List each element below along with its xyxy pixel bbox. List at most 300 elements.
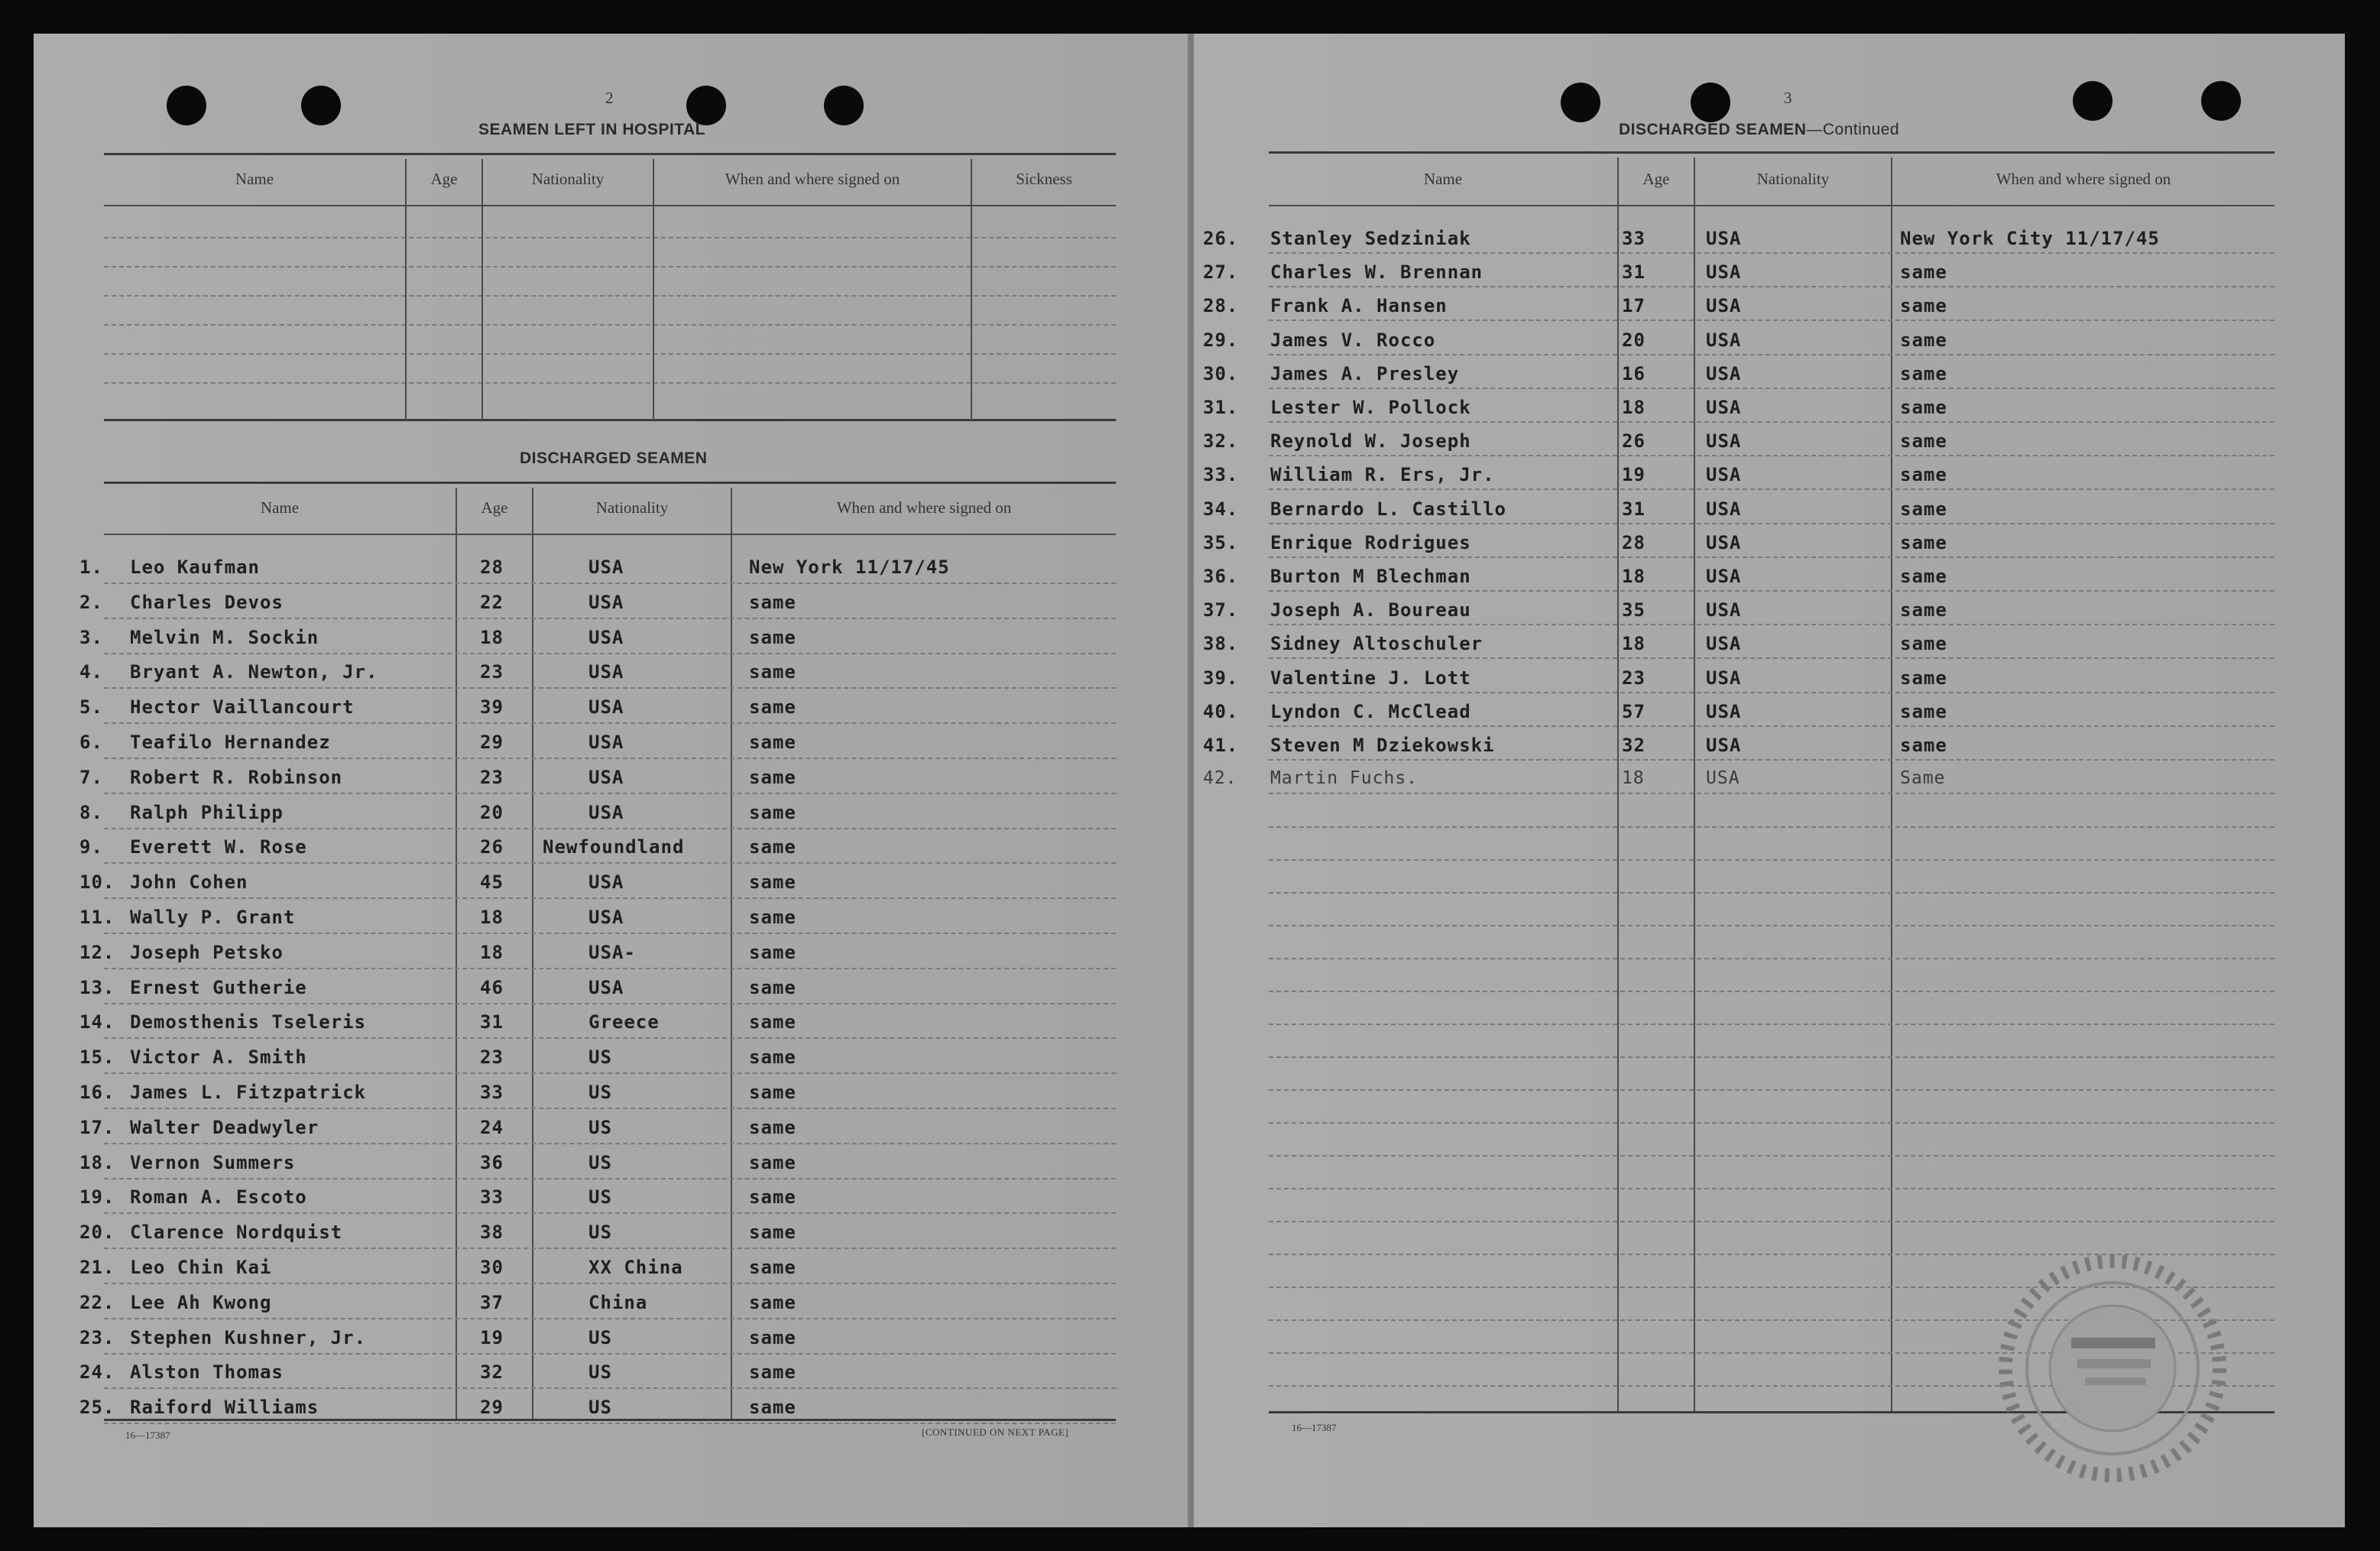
blank-line [1269, 892, 2275, 894]
punch-hole [301, 86, 341, 125]
row-line [1269, 354, 2275, 355]
discharged-col-name: Name [260, 498, 300, 517]
seaman-nationality: XX China [589, 1257, 683, 1278]
seaman-age: 28 [480, 556, 504, 578]
seaman-nationality: USA [589, 732, 624, 753]
seaman-name: Lee Ah Kwong [130, 1292, 272, 1313]
seaman-age: 45 [480, 871, 504, 893]
discharged-section-title: DISCHARGED SEAMEN [520, 449, 708, 467]
hospital-row-line [104, 353, 1116, 355]
signed-on: same [1900, 397, 1947, 418]
row-number: 17. [79, 1117, 115, 1138]
seaman-age: 46 [480, 977, 504, 998]
punch-hole [2073, 81, 2112, 121]
signed-on: same [1900, 667, 1947, 689]
seaman-age: 29 [480, 732, 504, 753]
row-line [104, 653, 1116, 654]
seaman-nationality: Greece [589, 1011, 660, 1033]
seaman-nationality: US [589, 1397, 612, 1418]
hospital-row-line [104, 237, 1116, 238]
row-line [1269, 523, 2275, 524]
row-line [1269, 488, 2275, 490]
seaman-name: Leo Chin Kai [130, 1257, 272, 1278]
seaman-nationality: USA [589, 802, 624, 823]
row-number: 6. [79, 732, 103, 753]
seaman-nationality: USA [1706, 566, 1742, 587]
seaman-nationality: USA [1706, 633, 1742, 654]
seaman-age: 20 [1622, 329, 1646, 351]
seaman-name: Alston Thomas [130, 1361, 284, 1383]
seaman-nationality: USA [589, 556, 624, 578]
row-number: 34. [1203, 498, 1239, 520]
row-number: 5. [79, 696, 103, 718]
seaman-age: 18 [480, 942, 504, 963]
seaman-age: 23 [480, 767, 504, 788]
punch-hole [1561, 83, 1600, 122]
signed-on: same [1900, 464, 1947, 485]
seaman-nationality: USA [1706, 464, 1742, 485]
seaman-name: Stanley Sedziniak [1270, 228, 1471, 249]
seaman-age: 33 [1622, 228, 1646, 249]
right-header-rule [1269, 205, 2275, 206]
seaman-name: Martin Fuchs. [1270, 768, 1419, 788]
row-number: 14. [79, 1011, 115, 1033]
signed-on: same [749, 1292, 796, 1313]
signed-on: same [1900, 532, 1947, 553]
seaman-name: Charles Devos [130, 592, 284, 613]
row-number: 1. [79, 556, 103, 578]
seaman-nationality: USA [1706, 363, 1742, 385]
row-number: 23. [79, 1327, 115, 1348]
seaman-name: Clarence Nordquist [130, 1222, 343, 1243]
seaman-age: 30 [480, 1257, 504, 1278]
seaman-nationality: USA [589, 661, 624, 683]
signed-on: same [749, 1117, 796, 1138]
seaman-name: Melvin M. Sockin [130, 627, 319, 648]
seaman-age: 18 [1622, 397, 1646, 418]
blank-line [1269, 958, 2275, 959]
row-number: 11. [79, 907, 115, 928]
row-number: 25. [79, 1397, 115, 1418]
row-number: 30. [1203, 363, 1239, 385]
row-number: 42. [1203, 768, 1237, 788]
row-number: 4. [79, 661, 103, 683]
signed-on: same [749, 661, 796, 683]
row-number: 12. [79, 942, 115, 963]
hospital-col-divider [971, 159, 972, 420]
row-number: 40. [1203, 701, 1239, 722]
row-line [1269, 388, 2275, 389]
seaman-nationality: USA [1706, 397, 1742, 418]
seaman-name: Joseph A. Boureau [1270, 599, 1471, 621]
signed-on: same [749, 1011, 796, 1033]
blank-line [1269, 826, 2275, 828]
form-number: 16—17387 [1292, 1422, 1337, 1433]
right-table-top-rule [1269, 151, 2275, 154]
seaman-age: 24 [480, 1117, 504, 1138]
seaman-age: 23 [480, 661, 504, 683]
row-line [1269, 252, 2275, 254]
hospital-col-nationality: Nationality [531, 170, 605, 188]
seaman-name: William R. Ers, Jr. [1270, 464, 1495, 485]
seaman-nationality: USA [589, 871, 624, 893]
right-col-nationality: Nationality [1756, 170, 1830, 188]
seaman-age: 19 [1622, 464, 1646, 485]
row-line [104, 1387, 1116, 1389]
seaman-name: Victor A. Smith [130, 1046, 307, 1068]
signed-on: New York 11/17/45 [749, 556, 950, 578]
signed-on: same [749, 1046, 796, 1068]
signed-on: same [749, 1397, 796, 1418]
row-line [104, 897, 1116, 899]
seaman-nationality: USA [1706, 498, 1742, 520]
row-line [1269, 692, 2275, 693]
signed-on: same [749, 907, 796, 928]
discharged-col-divider [731, 488, 732, 1419]
row-line [104, 1248, 1116, 1249]
signed-on: same [1900, 498, 1947, 520]
signed-on: same [1900, 599, 1947, 621]
seaman-age: 32 [1622, 735, 1646, 756]
seaman-nationality: USA [1706, 599, 1742, 621]
seaman-name: Roman A. Escoto [130, 1186, 307, 1208]
right-col-divider [1694, 157, 1695, 1413]
seaman-age: 18 [1622, 566, 1646, 587]
blank-line [1269, 1155, 2275, 1157]
discharged-continued-title [1619, 121, 1899, 139]
hospital-col-signed: When and where signed on [725, 170, 900, 188]
seaman-name: Ernest Gutherie [130, 977, 307, 998]
row-line [104, 618, 1116, 619]
page-number: 2 [605, 89, 614, 107]
seaman-age: 18 [480, 627, 504, 648]
discharged-col-age: Age [481, 498, 508, 517]
row-number: 33. [1203, 464, 1239, 485]
seaman-name: James A. Presley [1270, 363, 1460, 385]
right-col-age: Age [1642, 170, 1670, 188]
hospital-col-divider [482, 159, 483, 420]
seaman-nationality: USA [589, 907, 624, 928]
seaman-age: 33 [480, 1082, 504, 1103]
row-number: 22. [79, 1292, 115, 1313]
seaman-name: Stephen Kushner, Jr. [130, 1327, 366, 1348]
row-number: 41. [1203, 735, 1239, 756]
row-line [1269, 421, 2275, 423]
discharged-table-bottom-rule [104, 1419, 1116, 1421]
seaman-age: 22 [480, 592, 504, 613]
row-number: 10. [79, 871, 115, 893]
row-line [1269, 759, 2275, 761]
seaman-age: 18 [1622, 633, 1646, 654]
signed-on: same [1900, 701, 1947, 722]
row-line [104, 1072, 1116, 1074]
seaman-age: 37 [480, 1292, 504, 1313]
blank-line [1269, 1056, 2275, 1058]
row-line [104, 722, 1116, 724]
page-number: 3 [1784, 89, 1792, 107]
hospital-table-bottom-rule [104, 419, 1116, 421]
signed-on: same [749, 1222, 796, 1243]
hospital-col-divider [653, 159, 654, 420]
discharged-col-signed: When and where signed on [836, 498, 1012, 517]
row-line [1269, 657, 2275, 659]
signed-on: same [1900, 735, 1947, 756]
seaman-name: Joseph Petsko [130, 942, 284, 963]
row-number: 32. [1203, 430, 1239, 452]
hospital-table-top-rule [104, 153, 1116, 155]
seaman-nationality: US [589, 1152, 612, 1173]
seaman-age: 26 [1622, 430, 1646, 452]
signed-on: same [749, 836, 796, 858]
seaman-nationality: USA [1706, 701, 1742, 722]
signed-on: same [1900, 295, 1947, 316]
hospital-col-sickness: Sickness [1016, 170, 1072, 188]
seaman-age: 31 [1622, 498, 1646, 520]
hospital-row-line [104, 295, 1116, 297]
row-number: 37. [1203, 599, 1239, 621]
signed-on: same [749, 696, 796, 718]
seaman-age: 19 [480, 1327, 504, 1348]
seaman-age: 17 [1622, 295, 1646, 316]
blank-line [1269, 991, 2275, 992]
seaman-name: Reynold W. Joseph [1270, 430, 1471, 452]
discharged-col-nationality: Nationality [595, 498, 669, 517]
seaman-nationality: USA [1706, 295, 1742, 316]
row-number: 16. [79, 1082, 115, 1103]
seaman-name: Valentine J. Lott [1270, 667, 1471, 689]
discharged-header-rule [104, 534, 1116, 535]
seaman-nationality: USA- [589, 942, 636, 963]
seaman-age: 29 [480, 1397, 504, 1418]
seaman-name: Wally P. Grant [130, 907, 296, 928]
seaman-nationality: US [589, 1082, 612, 1103]
right-col-divider [1891, 157, 1892, 1413]
page-fold [1188, 34, 1194, 1527]
signed-on: same [749, 592, 796, 613]
seaman-nationality: USA [1706, 261, 1742, 283]
seaman-age: 18 [1622, 768, 1645, 788]
row-number: 8. [79, 802, 103, 823]
seaman-nationality: USA [589, 592, 624, 613]
row-number: 19. [79, 1186, 115, 1208]
blank-line [1269, 1089, 2275, 1091]
seaman-name: Burton M Blechman [1270, 566, 1471, 587]
seaman-name: Charles W. Brennan [1270, 261, 1483, 283]
blank-line [1269, 925, 2275, 926]
signed-on: same [749, 732, 796, 753]
signed-on: same [1900, 633, 1947, 654]
row-line [104, 828, 1116, 829]
blank-line [1269, 1221, 2275, 1222]
seaman-age: 23 [480, 1046, 504, 1068]
row-number: 31. [1203, 397, 1239, 418]
seaman-age: 31 [1622, 261, 1646, 283]
form-number: 16—17387 [125, 1429, 170, 1441]
punch-hole [824, 86, 864, 125]
seaman-nationality: USA [1706, 532, 1742, 553]
hospital-row-line [104, 382, 1116, 384]
signed-on: same [749, 871, 796, 893]
seaman-name: Frank A. Hansen [1270, 295, 1448, 316]
seaman-age: 33 [480, 1186, 504, 1208]
row-number: 2. [79, 592, 103, 613]
blank-line [1269, 1024, 2275, 1025]
punch-hole [167, 86, 206, 125]
seaman-age: 18 [480, 907, 504, 928]
hospital-col-divider [405, 159, 407, 420]
discharged-table-top-rule [104, 482, 1116, 484]
hospital-row-line [104, 266, 1116, 268]
circular-stamp [1998, 1254, 2227, 1483]
row-number: 28. [1203, 295, 1239, 316]
row-line [104, 1318, 1116, 1319]
row-number: 27. [1203, 261, 1239, 283]
signed-on: same [749, 1186, 796, 1208]
signed-on: same [749, 627, 796, 648]
row-number: 9. [79, 836, 103, 858]
hospital-section-title: SEAMEN LEFT IN HOSPITAL [478, 121, 705, 138]
signed-on: same [749, 767, 796, 788]
continued-note: [CONTINUED ON NEXT PAGE] [922, 1426, 1069, 1438]
row-number: 13. [79, 977, 115, 998]
row-number: 20. [79, 1222, 115, 1243]
seaman-nationality: Newfoundland [543, 836, 685, 858]
seaman-name: Lester W. Pollock [1270, 397, 1471, 418]
seaman-nationality: USA [1706, 228, 1742, 249]
seaman-name: Ralph Philipp [130, 802, 284, 823]
seaman-age: 35 [1622, 599, 1646, 621]
seaman-name: Bryant A. Newton, Jr. [130, 661, 378, 683]
signed-on: same [749, 1152, 796, 1173]
seaman-nationality: US [589, 1046, 612, 1068]
seaman-name: Vernon Summers [130, 1152, 296, 1173]
seaman-nationality: US [589, 1361, 612, 1383]
hospital-col-age: Age [430, 170, 458, 188]
row-number: 36. [1203, 566, 1239, 587]
row-number: 24. [79, 1361, 115, 1383]
title-continued: —Continued [1806, 121, 1900, 138]
seaman-nationality: USA [1706, 667, 1742, 689]
row-number: 15. [79, 1046, 115, 1068]
seaman-name: Enrique Rodrigues [1270, 532, 1471, 553]
seaman-age: 31 [480, 1011, 504, 1033]
blank-line [1269, 1188, 2275, 1189]
seaman-age: 57 [1622, 701, 1646, 722]
signed-on: same [1900, 363, 1947, 385]
seaman-name: Steven M Dziekowski [1270, 735, 1495, 756]
hospital-col-name: Name [235, 170, 274, 188]
row-number: 3. [79, 627, 103, 648]
row-line [1269, 556, 2275, 558]
row-line [1269, 725, 2275, 727]
row-line [1269, 590, 2275, 592]
row-line [104, 1143, 1116, 1144]
row-line [104, 1003, 1116, 1004]
row-line [104, 933, 1116, 934]
seaman-age: 28 [1622, 532, 1646, 553]
blank-line [1269, 859, 2275, 861]
seaman-name: Bernardo L. Castillo [1270, 498, 1506, 520]
signed-on: same [1900, 329, 1947, 351]
seaman-age: 16 [1622, 363, 1646, 385]
seaman-name: Raiford Williams [130, 1397, 319, 1418]
row-line [104, 1037, 1116, 1039]
seaman-nationality: USA [1706, 430, 1742, 452]
row-line [104, 1178, 1116, 1179]
row-number: 18. [79, 1152, 115, 1173]
seaman-name: Teafilo Hernandez [130, 732, 331, 753]
row-line [104, 582, 1116, 584]
punch-hole [1691, 83, 1730, 122]
signed-on: same [1900, 261, 1947, 283]
signed-on: same [749, 942, 796, 963]
row-line [104, 793, 1116, 794]
seaman-nationality: USA [1706, 768, 1740, 788]
row-number: 29. [1203, 329, 1239, 351]
signed-on: same [749, 1257, 796, 1278]
signed-on: same [1900, 566, 1947, 587]
seaman-nationality: USA [589, 767, 624, 788]
seaman-name: Hector Vaillancourt [130, 696, 355, 718]
punch-hole [686, 86, 726, 125]
right-col-signed: When and where signed on [1996, 170, 2171, 188]
seaman-name: James V. Rocco [1270, 329, 1436, 351]
signed-on: same [1900, 430, 1947, 452]
title-main: DISCHARGED SEAMEN [1619, 121, 1807, 138]
discharged-col-divider [456, 488, 457, 1419]
seaman-age: 20 [480, 802, 504, 823]
seaman-age: 36 [480, 1152, 504, 1173]
seaman-age: 23 [1622, 667, 1646, 689]
row-line [104, 758, 1116, 759]
punch-hole [2201, 81, 2241, 121]
seaman-nationality: US [589, 1222, 612, 1243]
seaman-name: Robert R. Robinson [130, 767, 343, 788]
row-line [104, 1353, 1116, 1355]
seaman-name: James L. Fitzpatrick [130, 1082, 366, 1103]
seaman-nationality: US [589, 1327, 612, 1348]
row-line [104, 1283, 1116, 1284]
row-line [1269, 286, 2275, 287]
row-number: 26. [1203, 228, 1239, 249]
seaman-nationality: USA [589, 696, 624, 718]
row-line [1269, 455, 2275, 456]
seaman-nationality: US [589, 1117, 612, 1138]
discharged-col-divider [532, 488, 533, 1419]
seaman-nationality: USA [589, 977, 624, 998]
seaman-age: 32 [480, 1361, 504, 1383]
seaman-name: Leo Kaufman [130, 556, 260, 578]
seaman-age: 39 [480, 696, 504, 718]
signed-on: same [749, 802, 796, 823]
row-line [104, 1108, 1116, 1109]
seaman-nationality: USA [589, 627, 624, 648]
row-line [104, 1423, 1116, 1424]
seaman-name: Demosthenis Tseleris [130, 1011, 366, 1033]
row-number: 35. [1203, 532, 1239, 553]
signed-on: same [749, 1361, 796, 1383]
seaman-nationality: China [589, 1292, 648, 1313]
row-line [104, 1212, 1116, 1214]
row-number: 7. [79, 767, 103, 788]
signed-on: same [749, 1082, 796, 1103]
row-number: 21. [79, 1257, 115, 1278]
seaman-nationality: US [589, 1186, 612, 1208]
hospital-header-rule [104, 205, 1116, 206]
seaman-nationality: USA [1706, 329, 1742, 351]
row-number: 39. [1203, 667, 1239, 689]
signed-on: same [749, 1327, 796, 1348]
